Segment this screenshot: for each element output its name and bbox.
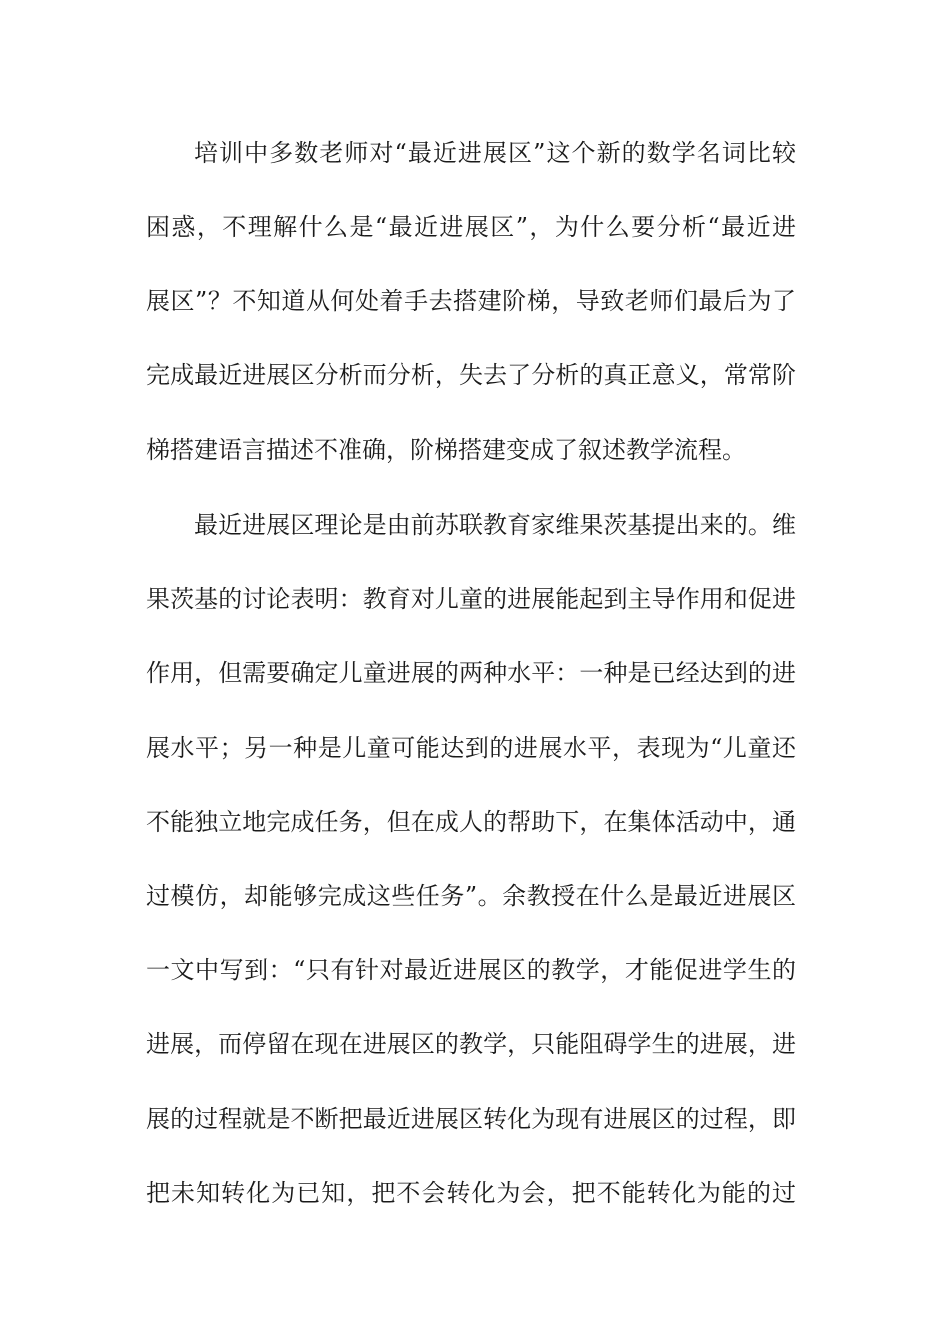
text-line: 果茨基的讨论表明：教育对儿童的进展能起到主导作用和促进 <box>146 585 796 614</box>
text-line: 最近进展区理论是由前苏联教育家维果茨基提出来的。维 <box>194 511 796 539</box>
text-line: 不能独立地完成任务，但在成人的帮助下，在集体活动中，通 <box>146 807 796 836</box>
text-line: 进展，而停留在现在进展区的教学，只能阻碍学生的进展，进 <box>146 1030 796 1059</box>
text-line: 作用，但需要确定儿童进展的两种水平：一种是已经达到的进 <box>146 659 796 688</box>
text-line: 展的过程就是不断把最近进展区转化为现有进展区的过程，即 <box>146 1104 796 1133</box>
text-line: 困惑，不理解什么是“最近进展区”，为什么要分析“最近进 <box>146 213 796 242</box>
text-line: 展水平；另一种是儿童可能达到的进展水平，表现为“儿童还 <box>146 733 796 762</box>
text-line: 把未知转化为已知，把不会转化为会，把不能转化为能的过 <box>146 1178 796 1207</box>
text-line: 完成最近进展区分析而分析，失去了分析的真正意义，常常阶 <box>146 361 796 390</box>
text-line: 培训中多数老师对“最近进展区”这个新的数学名词比较 <box>194 139 796 167</box>
text-line: 梯搭建语言描述不准确，阶梯搭建变成了叙述教学流程。 <box>146 435 746 464</box>
text-line: 过模仿，却能够完成这些任务”。余教授在什么是最近进展区 <box>146 882 796 910</box>
text-line: 展区”？不知道从何处着手去搭建阶梯，导致老师们最后为了 <box>146 287 796 316</box>
text-line: 一文中写到：“只有针对最近进展区的教学，才能促进学生的 <box>146 956 796 985</box>
